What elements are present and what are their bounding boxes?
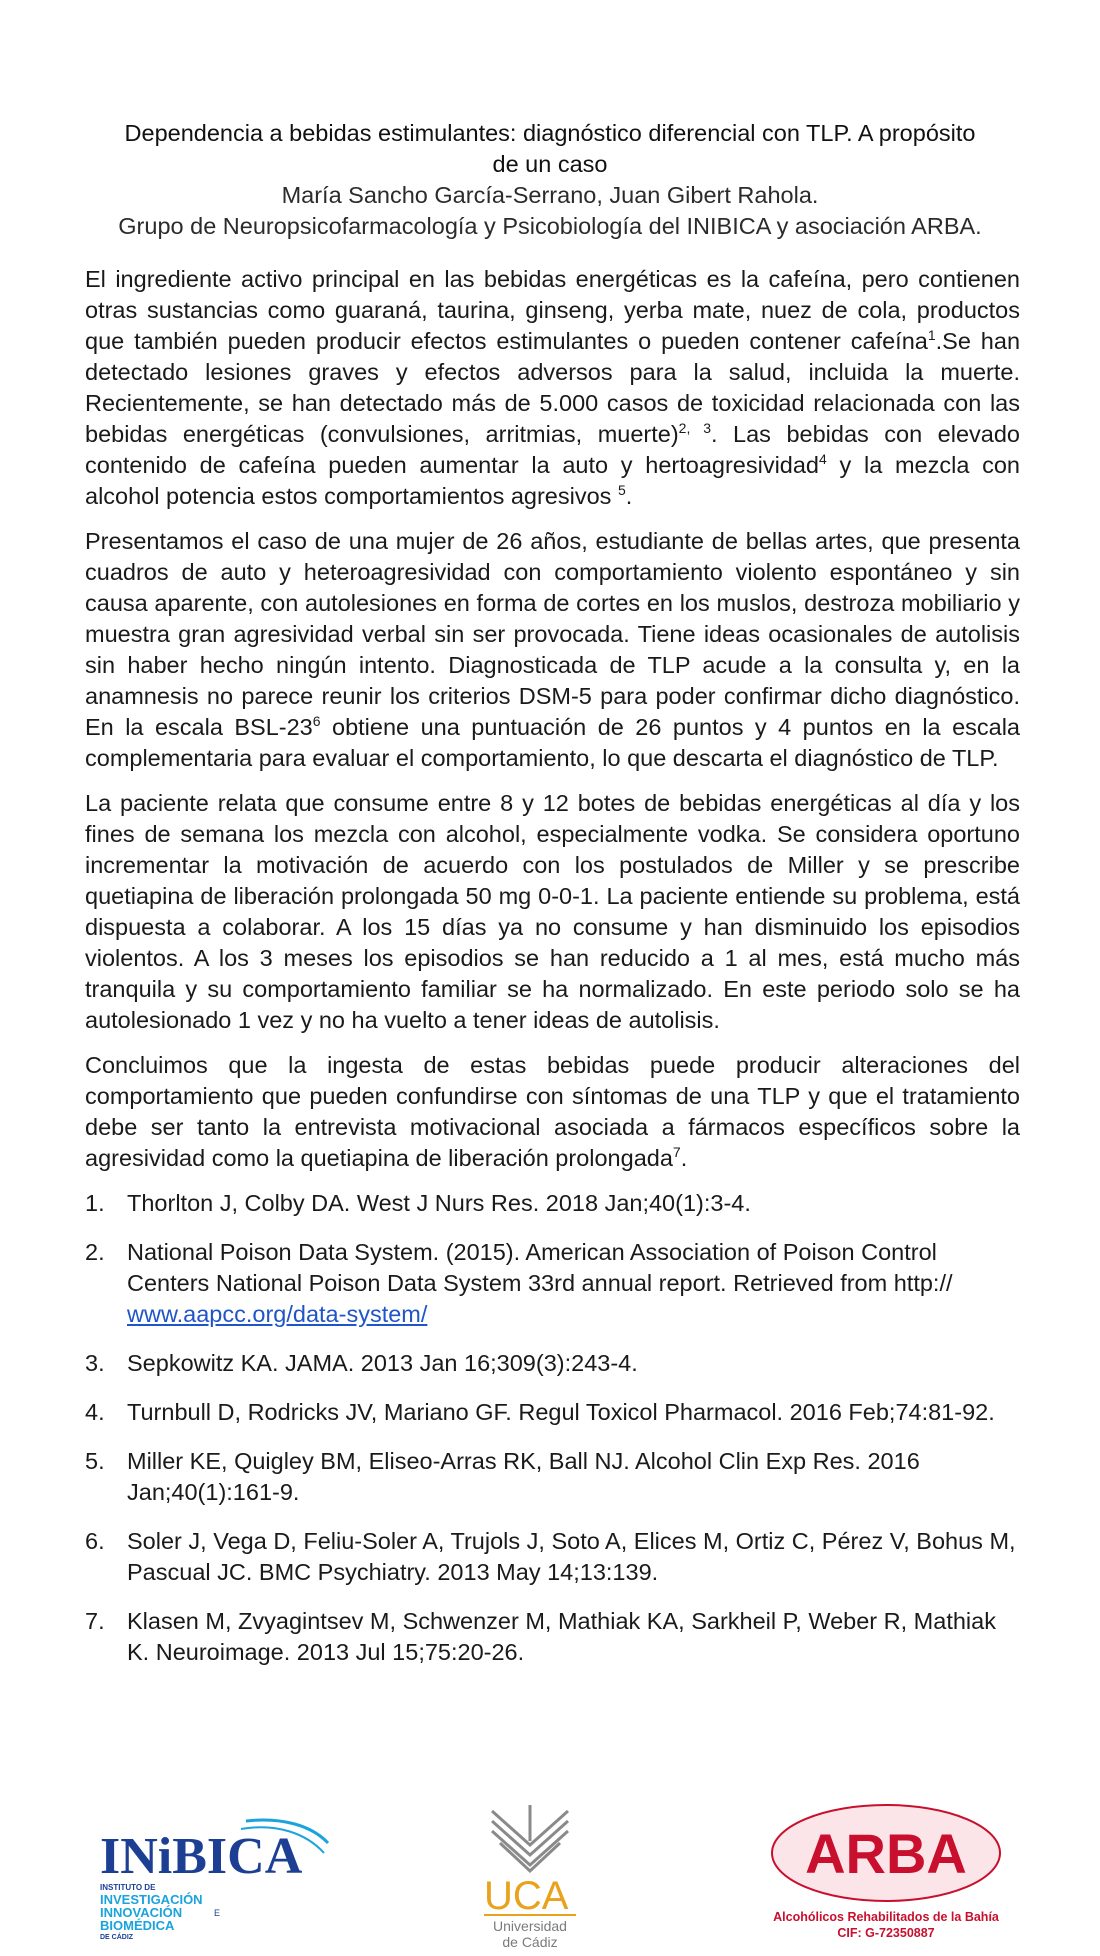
inibica-logo <box>96 1815 336 1940</box>
document-header <box>60 118 1040 242</box>
inibica-subtitle: INNOVACIÓN <box>100 1905 183 1920</box>
affiliation-line: Grupo de Neuropsicofarmacología y Psicobiología del INIBICA y asociación ARBA. <box>118 213 982 239</box>
paragraph-text: El ingrediente activo principal en las bebidas energéticas es la cafeína, pero contienen otras sustancias como guaraná, taurina, ginseng, yerba mate, nuez de cola, productos que también pueden producir efectos estimulantes o pueden contener cafeína <box>85 266 1020 354</box>
inibica-subtitle: DE CÁDIZ <box>100 1934 134 1940</box>
paragraph-text: y la mezcla con alcohol potencia estos comportamientos agresivos <box>85 452 1020 509</box>
paragraph-case-presentation <box>85 526 1020 774</box>
reference-number: 1. <box>85 1190 105 1216</box>
citation-superscript: 7 <box>672 1144 681 1161</box>
document-title-line-2: de un caso <box>492 151 608 177</box>
reference-link[interactable]: www.aapcc.org/data-system/ <box>127 1301 428 1327</box>
reference-text: National Poison Data System. (2015). American Association of Poison Control Centers National Poison Data System 33rd annual report. Retrieved from http:// <box>127 1239 953 1296</box>
reference-number: 4. <box>85 1399 105 1425</box>
arba-cif: CIF: G-72350887 <box>837 1926 935 1940</box>
arba-caption: Alcohólicos Rehabilitados de la Bahía <box>773 1910 999 1924</box>
inibica-subtitle: INVESTIGACIÓN <box>100 1892 203 1907</box>
citation-superscript: 5 <box>617 482 626 499</box>
reference-text: Turnbull D, Rodricks JV, Mariano GF. Regul Toxicol Pharmacol. 2016 Feb;74:81-92. <box>127 1399 995 1425</box>
reference-text: Soler J, Vega D, Feliu-Soler A, Trujols J, Soto A, Elices M, Ortiz C, Pérez V, Bohus M, Pascual JC. BMC Psychiatry. 2013 May 14;13:139. <box>127 1528 1016 1585</box>
reference-number: 7. <box>85 1608 105 1634</box>
inibica-wordmark: INiBICA <box>100 1828 303 1885</box>
logos-footer <box>0 1795 1100 1955</box>
uca-emblem-icon <box>492 1805 568 1871</box>
paragraph-introduction <box>85 264 1020 512</box>
reference-item <box>85 1397 1020 1428</box>
arba-logo <box>762 1803 1038 1948</box>
uca-wordmark: UCA <box>484 1874 569 1918</box>
inibica-subtitle: E <box>214 1908 221 1918</box>
uca-caption: Universidad <box>493 1918 567 1934</box>
reference-number: 5. <box>85 1448 105 1474</box>
paragraph-text: Concluimos que la ingesta de estas bebidas puede producir alteraciones del comportamiento que pueden confundirse con síntomas de una TLP y que el tratamiento debe ser tanto la entrevista motivacional asociada a fármacos específicos sobre la agresividad como la quetiapina de liberación prolongada <box>85 1052 1020 1171</box>
paragraph-text: . <box>625 483 633 509</box>
paragraph-text: . <box>680 1145 688 1171</box>
reference-number: 2. <box>85 1239 105 1265</box>
citation-superscript: 6 <box>312 713 321 730</box>
paragraph-conclusion <box>85 1050 1020 1174</box>
document-title-line-1: Dependencia a bebidas estimulantes: diagnóstico diferencial con TLP. A propósito <box>124 120 976 146</box>
document-body <box>85 264 1020 1686</box>
uca-caption: de Cádiz <box>502 1934 558 1950</box>
paragraph-text: obtiene una puntuación de 26 puntos y 4 puntos en la escala complementaria para evaluar el comportamiento, lo que descarta el diagnóstico de TLP. <box>85 714 1020 771</box>
reference-text: Thorlton J, Colby DA. West J Nurs Res. 2018 Jan;40(1):3-4. <box>127 1190 751 1216</box>
reference-item <box>85 1446 1020 1508</box>
reference-number: 3. <box>85 1350 105 1376</box>
authors-line: María Sancho García-Serrano, Juan Gibert Rahola. <box>281 182 819 208</box>
paragraph-treatment: La paciente relata que consume entre 8 y 12 botes de bebidas energéticas al día y los fines de semana los mezcla con alcohol, especialmente vodka. Se considera oportuno incrementar la motivación de acuerdo con los postulados de Miller y se prescribe quetiapina de liberación prolongada 50 mg 0-0-1. La paciente entiende su problema, está dispuesta a colaborar. A los 15 días ya no consume y han disminuido los episodios violentos. A los 3 meses los episodios se han reducido a 1 al mes, está mucho más tranquila y su comportamiento familiar se ha normalizado. En este periodo solo se ha autolesionado 1 vez y no ha vuelto a tener ideas de autolisis. <box>85 790 1020 1033</box>
reference-item <box>85 1348 1020 1379</box>
citation-superscript: 1 <box>927 327 936 344</box>
reference-item <box>85 1237 1020 1330</box>
paragraph-text: Presentamos el caso de una mujer de 26 años, estudiante de bellas artes, que presenta cuadros de auto y heteroagresividad con comportamiento violento espontáneo y sin causa aparente, con autolesiones en forma de cortes en los muslos, destroza mobiliario y muestra gran agresividad verbal sin ser provocada. Tiene ideas ocasionales de autolisis sin haber hecho ningún intento. Diagnosticada de TLP acude a la consulta y, en la anamnesis no parece reunir los criterios DSM-5 para poder confirmar dicho diagnóstico. En la escala BSL-23 <box>85 528 1020 740</box>
inibica-subtitle: INSTITUTO DE <box>100 1883 156 1892</box>
reference-item <box>85 1606 1020 1668</box>
references-list <box>85 1188 1020 1668</box>
citation-superscript: 2, 3 <box>678 420 711 437</box>
reference-text: Klasen M, Zvyagintsev M, Schwenzer M, Mathiak KA, Sarkheil P, Weber R, Mathiak K. Neuroimage. 2013 Jul 15;75:20-26. <box>127 1608 996 1665</box>
paragraph-text: .Se han detectado lesiones graves y efectos adversos para la salud, incluida la muerte. Recientemente, se han detectado más de 5.000 casos de toxicidad relacionada con las bebidas energéticas (convulsiones, arritmias, muerte) <box>85 328 1021 447</box>
reference-number: 6. <box>85 1528 105 1554</box>
reference-text: Sepkowitz KA. JAMA. 2013 Jan 16;309(3):243-4. <box>127 1350 638 1376</box>
paragraph-text: . Las bebidas con elevado contenido de cafeína pueden aumentar la auto y hertoagresividad <box>85 421 1020 478</box>
reference-text: Miller KE, Quigley BM, Eliseo-Arras RK, Ball NJ. Alcohol Clin Exp Res. 2016 Jan;40(1):161-9. <box>127 1448 920 1505</box>
uca-logo <box>470 1801 590 1951</box>
arba-wordmark: ARBA <box>805 1822 967 1885</box>
citation-superscript: 4 <box>819 451 827 468</box>
reference-item <box>85 1526 1020 1588</box>
reference-item <box>85 1188 1020 1219</box>
inibica-subtitle: BIOMÉDICA <box>100 1918 175 1933</box>
